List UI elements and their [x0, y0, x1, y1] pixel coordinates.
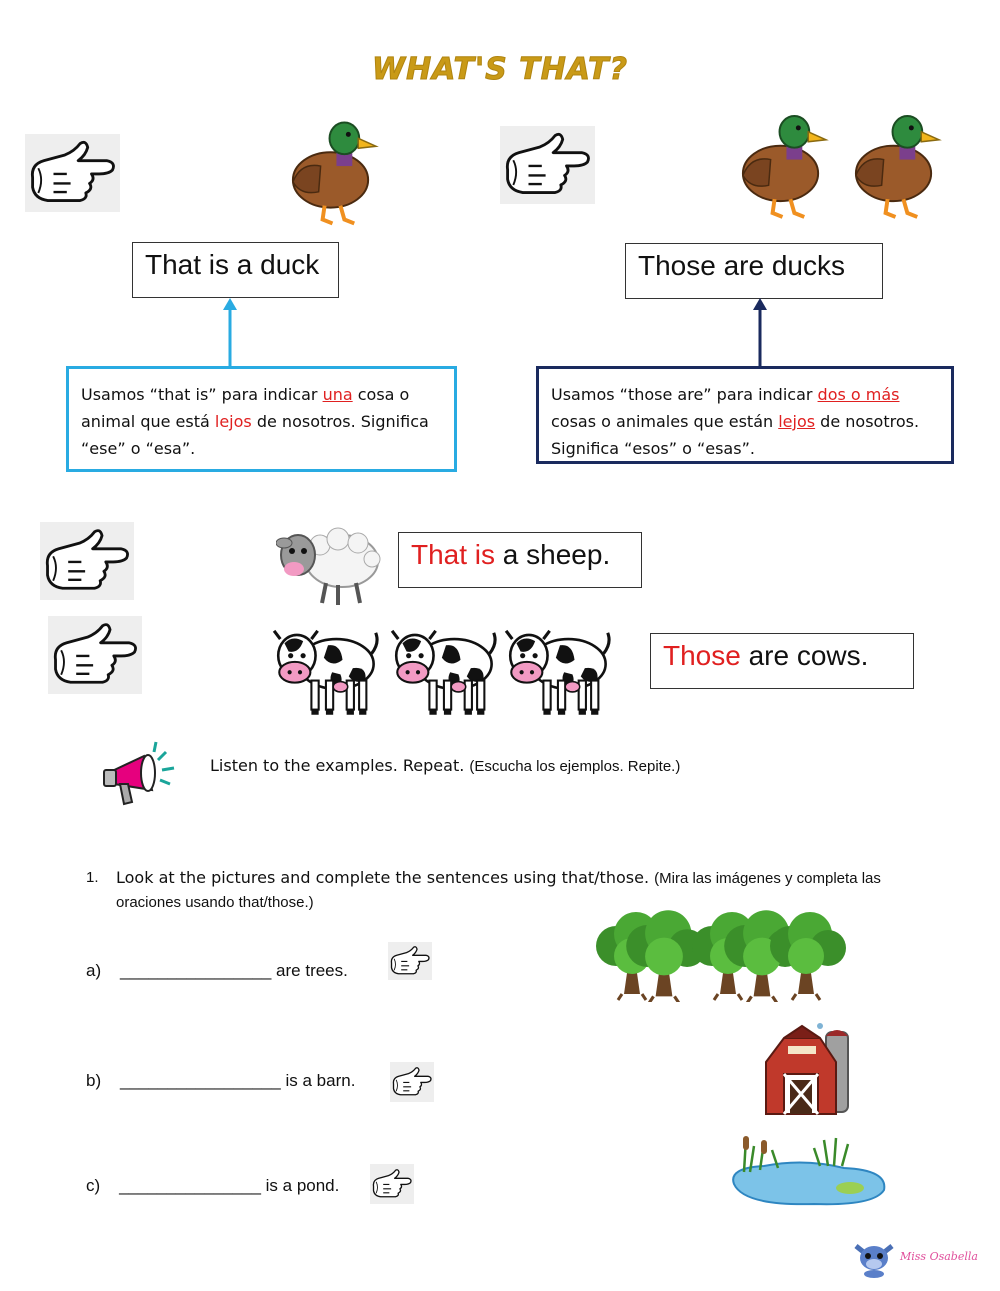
sheep-image: [276, 515, 382, 607]
note-highlight: lejos: [214, 412, 252, 431]
exercise-item-b: [86, 1071, 355, 1091]
sentence-highlight: That is: [411, 539, 496, 570]
example-box-those: Those are ducks: [625, 243, 883, 299]
note-text: Usamos “those are” para indicar: [551, 385, 818, 404]
cows-sentence-box: [650, 633, 914, 689]
listen-translation: (Escucha los ejemplos. Repite.): [469, 758, 681, 775]
cow-image: [272, 612, 384, 718]
signature-text: Miss Osabella: [900, 1250, 978, 1263]
signature-logo: [852, 1236, 982, 1280]
listen-instruction: [210, 756, 680, 775]
item-letter: b): [86, 1071, 102, 1090]
pointing-hand-icon: [390, 1062, 434, 1102]
pointing-hand-icon: [48, 616, 142, 694]
listen-text: Listen to the examples. Repeat.: [210, 756, 465, 775]
duck-image: [285, 112, 380, 232]
explanation-those: [536, 366, 954, 464]
note-text: Usamos “that is” para indicar: [81, 385, 323, 404]
item-letter: c): [86, 1176, 101, 1195]
pointing-hand-icon: [370, 1164, 414, 1204]
answer-blank[interactable]: ________________: [120, 961, 272, 980]
exercise-instruction: [116, 866, 916, 914]
note-text: de nosotros. Significa “esos” o “esas”.: [551, 412, 920, 458]
note-highlight: una: [322, 385, 353, 404]
cow-image: [390, 612, 502, 718]
note-highlight: dos o más: [817, 385, 900, 404]
exercise-number: 1.: [86, 869, 99, 886]
note-text: de nosotros. Significa “ese” o “esa”.: [81, 412, 429, 458]
barn-image: [760, 1018, 860, 1118]
sentence-text: are cows.: [740, 640, 869, 671]
answer-blank[interactable]: _________________: [120, 1071, 281, 1090]
duck-image: [848, 108, 943, 223]
exercise-item-c: [86, 1176, 339, 1196]
megaphone-icon[interactable]: [100, 738, 178, 810]
pointing-hand-icon: [25, 134, 120, 212]
exercise-instruction-text: Look at the pictures and complete the sentences using that/those.: [116, 868, 650, 887]
duck-image: [735, 108, 830, 223]
sheep-sentence-box: [398, 532, 642, 588]
exercise-item-a: [86, 961, 348, 981]
pointing-hand-icon: [40, 522, 134, 600]
arrow-up-icon: [750, 298, 770, 366]
cow-image: [504, 612, 616, 718]
exercise-instruction-translation: (Mira las imágenes y completa las oraciones usando that/those.): [116, 870, 881, 911]
pointing-hand-icon: [388, 942, 432, 980]
item-text: is a barn.: [285, 1071, 356, 1090]
item-letter: a): [86, 961, 102, 980]
note-highlight: lejos: [778, 412, 816, 431]
note-text: cosas o animales que están: [551, 412, 779, 431]
item-text: is a pond.: [265, 1176, 340, 1195]
sentence-text: a sheep.: [495, 539, 611, 570]
sentence-highlight: Those: [663, 640, 741, 671]
arrow-up-icon: [220, 298, 240, 368]
page-title: WHAT'S THAT?: [371, 52, 629, 87]
pond-image: [724, 1132, 890, 1208]
example-box-that: That is a duck: [132, 242, 339, 298]
answer-blank[interactable]: _______________: [119, 1176, 261, 1195]
pointing-hand-icon: [500, 126, 595, 204]
trees-image: [592, 910, 852, 1002]
note-text: cosa o animal que está: [81, 385, 410, 431]
item-text: are trees.: [276, 961, 348, 980]
explanation-that: [66, 366, 457, 472]
